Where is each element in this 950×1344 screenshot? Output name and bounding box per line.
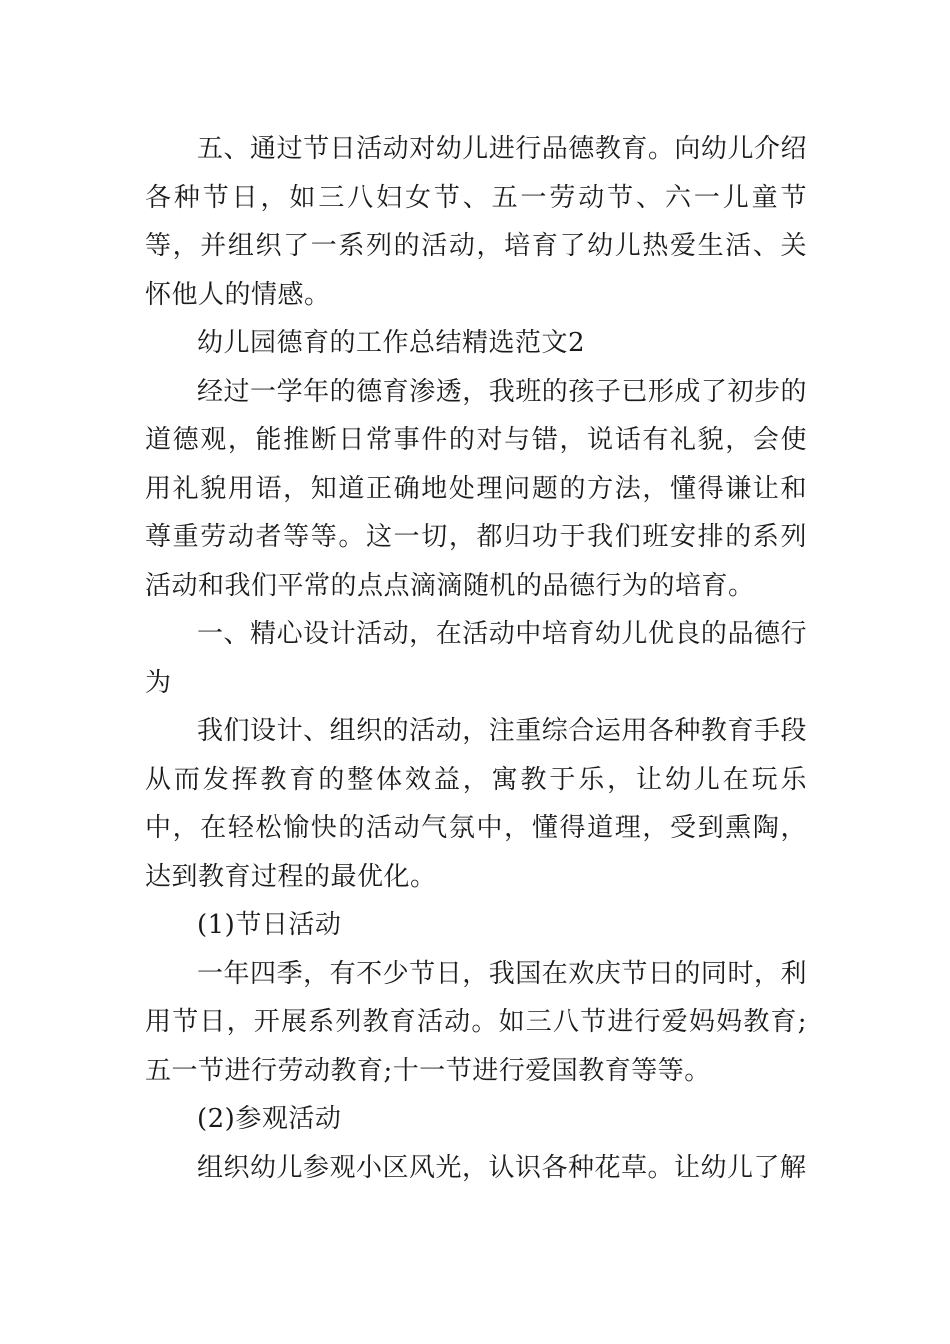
- paragraph-visit-details: 组织幼儿参观小区风光，认识各种花草。让幼儿了解: [197, 1152, 807, 1183]
- subheading-holiday-activities: (1)节日活动: [197, 910, 342, 940]
- paragraph-festival-education: 五、通过节日活动对幼儿进行品德教育。向幼儿介绍各种节日，如三八妇女节、五一劳动节、六一儿童节等，并组织了一系列的活动，培育了幼儿热爱生活、关怀他人的情感。: [145, 134, 807, 310]
- text-column: [145, 125, 807, 1192]
- subheading-visit-activities: (2)参观活动: [197, 1104, 342, 1134]
- section-title-sample-2: 幼儿园德育的工作总结精选范文2: [197, 328, 586, 358]
- paragraph-education-methods: 我们设计、组织的活动，注重综合运用各种教育手段从而发挥教育的整体效益，寓教于乐，让幼儿在玩乐中，在轻松愉快的活动气氛中，懂得道理，受到熏陶，达到教育过程的最优化。: [145, 716, 807, 892]
- paragraph-moral-outlook: 经过一学年的德育渗透，我班的孩子已形成了初步的道德观，能推断日常事件的对与错，说话有礼貌，会使用礼貌用语，知道正确地处理问题的方法，懂得谦让和尊重劳动者等等。这一切，都归功于我们班安排的系列活动和我们平常的点点滴滴随机的品德行为的培育。: [145, 376, 807, 601]
- paragraph-design-activities: 一、精心设计活动，在活动中培育幼儿优良的品德行为: [145, 619, 807, 698]
- paragraph-holiday-details: 一年四季，有不少节日，我国在欢庆节日的同时，利用节日，开展系列教育活动。如三八节进行爱妈妈教育;五一节进行劳动教育;十一节进行爱国教育等等。: [145, 958, 807, 1086]
